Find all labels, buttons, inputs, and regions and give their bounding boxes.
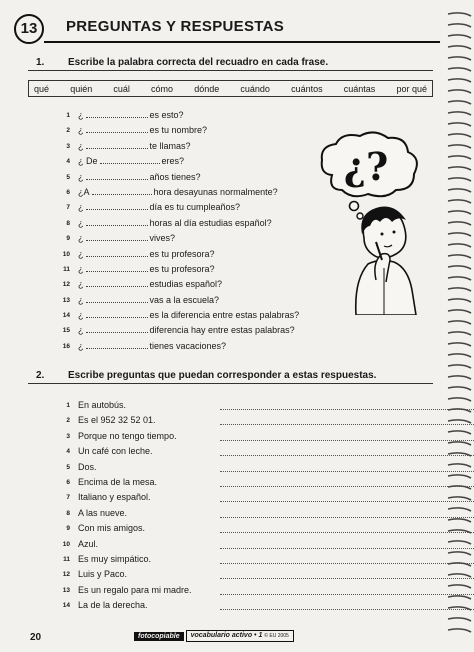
exercise-1-item (60, 339, 330, 354)
question-write-line[interactable] (220, 409, 474, 410)
spiral-loop (448, 332, 471, 335)
answer-blank[interactable] (86, 139, 148, 149)
sentence-start: ¿ (78, 263, 84, 274)
sentence-end: es tu profesora? (149, 248, 215, 259)
exercise-1-item (60, 247, 330, 262)
item-sentence (78, 139, 191, 154)
answer-blank[interactable] (86, 308, 148, 318)
item-sentence (78, 200, 240, 215)
spiral-loop (448, 387, 471, 390)
sentence-start: ¿ (78, 233, 84, 244)
item-number: 9 (66, 525, 70, 533)
spiral-loop (448, 607, 471, 610)
question-write-line[interactable] (220, 486, 474, 487)
answer-text: Es muy simpático. (78, 553, 152, 564)
header (14, 14, 440, 42)
spiral-loop (448, 343, 471, 346)
item-sentence (78, 339, 226, 354)
spiral-loop (448, 68, 471, 71)
sentence-end: es la diferencia entre estas palabras? (149, 310, 300, 321)
item-number: 7 (66, 494, 70, 502)
spiral-loop (448, 530, 471, 533)
copyright: © EU 2005 (264, 633, 289, 639)
sentence-start: ¿ (78, 294, 84, 305)
spiral-loop (448, 354, 471, 357)
sentence-end: vas a la escuela? (149, 294, 220, 305)
item-number: 3 (66, 142, 70, 150)
answer-blank[interactable] (86, 339, 148, 349)
answer-blank[interactable] (86, 293, 148, 303)
item-number: 1 (66, 402, 70, 409)
exercise-1-item (60, 293, 330, 308)
series-volume: • 1 (254, 632, 263, 639)
item-number: 7 (66, 204, 70, 212)
sentence-end: hora desayunas normalmente? (153, 186, 278, 197)
word-box-option: quién (70, 83, 93, 94)
spiral-loop (448, 156, 471, 159)
section-1-instruction: Escribe la palabra correcta del recuadro en cada frase. (68, 57, 329, 68)
spiral-loop (448, 112, 471, 115)
sentence-start: ¿ (78, 248, 84, 259)
spiral-loop (448, 486, 471, 489)
item-sentence (78, 216, 272, 231)
exercise-1-item (60, 123, 330, 138)
answer-text: Luis y Paco. (78, 569, 128, 580)
spiral-loop (448, 442, 471, 445)
exercise-2-item (60, 567, 430, 582)
spiral-loop (448, 266, 471, 269)
item-sentence (78, 323, 295, 338)
section-2-heading (36, 370, 436, 384)
question-write-line[interactable] (220, 471, 474, 472)
sentence-end: años tienes? (149, 171, 201, 182)
item-number: 12 (62, 571, 70, 579)
question-write-line[interactable] (220, 609, 474, 610)
sentence-start: ¿ De (78, 156, 98, 167)
spiral-loop (448, 222, 471, 225)
spiral-loop (448, 629, 471, 632)
spiral-loop (448, 376, 471, 379)
answer-blank[interactable] (86, 216, 148, 226)
exercise-1-item (60, 200, 330, 215)
footer-brand (134, 630, 334, 642)
exercise-1-item (60, 170, 330, 185)
exercise-2-item (60, 444, 430, 459)
word-box-option: cuántos (291, 83, 323, 94)
sentence-start: ¿ (78, 310, 84, 321)
item-number: 8 (66, 509, 70, 517)
answer-blank[interactable] (86, 200, 148, 210)
answer-text: Porque no tengo tiempo. (78, 430, 177, 441)
sentence-end: es tu profesora? (149, 263, 215, 274)
item-number: 2 (66, 127, 70, 135)
spiral-loop (448, 453, 471, 456)
spiral-loop (448, 299, 471, 302)
question-write-line[interactable] (220, 517, 474, 518)
answer-text: La de la derecha. (78, 600, 148, 611)
item-number: 3 (66, 432, 70, 440)
answer-text: Dos. (78, 461, 97, 472)
spiral-loop (448, 101, 471, 104)
answer-blank[interactable] (100, 154, 160, 164)
exercise-1-item (60, 277, 330, 292)
spiral-loop (448, 541, 471, 544)
sentence-end: eres? (161, 156, 185, 167)
sentence-start: ¿ (78, 325, 84, 336)
exercise-1-item (60, 154, 330, 169)
spiral-loop (448, 431, 471, 434)
exercise-2-item (60, 506, 430, 521)
sentence-start: ¿ (78, 125, 84, 136)
spiral-loop (448, 585, 471, 588)
item-number: 12 (62, 281, 70, 289)
answer-text: Encima de la mesa. (78, 476, 158, 487)
spiral-loop (448, 563, 471, 566)
spiral-loop (448, 167, 471, 170)
page-number: 20 (30, 632, 42, 643)
answer-blank[interactable] (86, 108, 148, 118)
exercise-1-item (60, 216, 330, 231)
spiral-loop (448, 519, 471, 522)
section-2-rule (28, 383, 433, 384)
item-sentence (78, 170, 201, 185)
exercise-1-item (60, 185, 330, 200)
answer-text: Un café con leche. (78, 446, 153, 457)
section-1-number: 1. (36, 57, 45, 68)
sentence-end: tienes vacaciones? (149, 340, 227, 351)
item-number: 1 (66, 112, 70, 119)
item-number: 5 (66, 173, 70, 181)
item-number: 11 (63, 555, 70, 563)
exercise-2-item (60, 583, 430, 598)
answer-text: Con mis amigos. (78, 523, 146, 534)
thinking-boy-illustration (302, 130, 432, 315)
question-write-line[interactable] (220, 501, 474, 502)
item-number: 11 (63, 265, 70, 273)
item-number: 8 (66, 219, 70, 227)
answer-text: Italiano y español. (78, 492, 151, 503)
spiral-loop (448, 321, 471, 324)
sentence-end: vives? (149, 233, 176, 244)
spiral-loop (448, 57, 471, 60)
sentence-start: ¿ (78, 279, 84, 290)
item-number: 6 (66, 478, 70, 486)
sentence-end: estudias español? (149, 279, 223, 290)
sentence-start: ¿ (78, 202, 84, 213)
section-2-answer-list (60, 398, 430, 613)
exercise-2-item (60, 552, 430, 567)
spiral-loop (448, 618, 471, 621)
sentence-start: ¿ (78, 217, 84, 228)
word-box-option: por qué (396, 83, 427, 94)
question-write-line[interactable] (220, 548, 474, 549)
exercise-2-item (60, 475, 430, 490)
photocopiable-badge: fotocopiable (134, 632, 184, 641)
exercise-2-item (60, 537, 430, 552)
item-number: 4 (66, 448, 70, 456)
spiral-loop (448, 46, 471, 49)
item-number: 5 (66, 463, 70, 471)
question-write-line[interactable] (220, 424, 474, 425)
answer-blank[interactable] (86, 323, 148, 333)
item-sentence (78, 262, 215, 277)
word-box-option: dónde (194, 83, 220, 94)
item-sentence (78, 293, 219, 308)
item-sentence (78, 185, 278, 200)
thought-dot-1 (350, 202, 359, 211)
answer-text: Es un regalo para mi madre. (78, 584, 192, 595)
unit-number-badge: 13 (14, 14, 44, 44)
spiral-loop (448, 552, 471, 555)
exercise-2-item (60, 398, 430, 413)
exercise-2-item (60, 429, 430, 444)
item-sentence (78, 108, 184, 123)
question-write-line[interactable] (220, 578, 474, 579)
item-number: 16 (62, 342, 70, 350)
question-write-line[interactable] (220, 532, 474, 533)
spiral-loop (448, 233, 471, 236)
sentence-start: ¿ (78, 171, 84, 182)
sentence-start: ¿ (78, 110, 84, 120)
spiral-loop (448, 497, 471, 500)
sentence-start: ¿ (78, 340, 84, 351)
item-number: 10 (62, 250, 70, 258)
spiral-loop (448, 288, 471, 291)
sentence-end: diferencia hay entre estas palabras? (149, 325, 295, 336)
spiral-loop (448, 398, 471, 401)
answer-blank[interactable] (86, 262, 148, 272)
item-sentence (78, 308, 299, 323)
series-name: vocabulario activo (190, 632, 253, 639)
item-number: 2 (66, 417, 70, 425)
spiral-loop (448, 79, 471, 82)
bubble-question-marks: ¿? (343, 144, 389, 189)
spiral-loop (448, 508, 471, 511)
exercise-2-item (60, 490, 430, 505)
question-write-line[interactable] (220, 563, 474, 564)
answer-text: A las nueve. (78, 507, 128, 518)
answer-blank[interactable] (86, 277, 148, 287)
thought-dot-2 (357, 213, 363, 219)
spiral-loop (448, 420, 471, 423)
question-write-line[interactable] (220, 594, 474, 595)
section-1-exercise-list (60, 108, 330, 354)
item-number: 14 (62, 602, 70, 610)
section-1-rule (28, 70, 433, 71)
answer-blank[interactable] (86, 123, 148, 133)
spiral-loop (448, 365, 471, 368)
spiral-loop (448, 244, 471, 247)
series-label (186, 630, 294, 642)
exercise-1-item (60, 308, 330, 323)
spiral-loop (448, 200, 471, 203)
question-write-line[interactable] (220, 455, 474, 456)
item-sentence (78, 154, 184, 169)
exercise-1-item (60, 108, 330, 123)
item-sentence (78, 231, 175, 246)
answer-text: Es el 952 32 52 01. (78, 415, 156, 426)
sentence-start: ¿ (78, 140, 84, 151)
answer-blank[interactable] (92, 185, 152, 195)
sentence-start: ¿A (78, 186, 90, 197)
exercise-2-item (60, 598, 430, 613)
answer-text: En autobús. (78, 400, 127, 410)
spiral-loop (448, 134, 471, 137)
item-number: 9 (66, 235, 70, 243)
spiral-loop (448, 211, 471, 214)
spiral-loop (448, 189, 471, 192)
exercise-2-item (60, 460, 430, 475)
spiral-loop (448, 409, 471, 412)
exercise-2-item (60, 521, 430, 536)
spiral-loop (448, 178, 471, 181)
spiral-loop (448, 90, 471, 93)
item-number: 6 (66, 188, 70, 196)
spiral-loop (448, 310, 471, 313)
section-1-heading (36, 57, 436, 71)
item-number: 10 (62, 540, 70, 548)
spiral-binding (444, 0, 474, 652)
item-number: 4 (66, 158, 70, 166)
exercise-1-item (60, 139, 330, 154)
answer-blank[interactable] (86, 247, 148, 257)
item-number: 14 (62, 312, 70, 320)
section-2-instruction: Escribe preguntas que puedan corresponder a estas respuestas. (68, 370, 377, 381)
spiral-loop (448, 123, 471, 126)
spiral-loop (448, 13, 471, 16)
spiral-loop (448, 475, 471, 478)
exercise-2-item (60, 413, 430, 428)
sentence-end: horas al día estudias español? (149, 217, 272, 228)
spiral-loop (448, 255, 471, 258)
item-number: 15 (62, 327, 70, 335)
spiral-loop (448, 35, 471, 38)
sentence-end: día es tu cumpleaños? (149, 202, 241, 213)
question-write-line[interactable] (220, 440, 474, 441)
answer-blank[interactable] (86, 170, 148, 180)
spiral-loop (448, 24, 471, 27)
spiral-loop (448, 574, 471, 577)
word-box (28, 80, 433, 97)
spiral-loop (448, 145, 471, 148)
spiral-loop (448, 464, 471, 467)
exercise-1-item (60, 262, 330, 277)
word-box-option: qué (34, 83, 50, 94)
item-number: 13 (62, 586, 70, 594)
title-rule (44, 41, 440, 43)
item-number: 13 (62, 296, 70, 304)
spiral-loop (448, 277, 471, 280)
exercise-1-item (60, 231, 330, 246)
sentence-end: es esto? (149, 110, 184, 120)
word-box-option: cuándo (240, 83, 270, 94)
exercise-1-item (60, 323, 330, 338)
word-box-option: cuántas (343, 83, 376, 94)
sentence-end: es tu nombre? (149, 125, 208, 136)
word-box-option: cómo (151, 83, 174, 94)
answer-text: Azul. (78, 538, 99, 549)
item-sentence (78, 123, 207, 138)
section-2-number: 2. (36, 370, 45, 381)
item-sentence (78, 277, 222, 292)
sentence-end: te llamas? (149, 140, 191, 151)
item-sentence (78, 247, 215, 262)
word-box-option: cuál (113, 83, 130, 94)
page-title: PREGUNTAS Y RESPUESTAS (66, 18, 285, 35)
answer-blank[interactable] (86, 231, 148, 241)
spiral-loop (448, 596, 471, 599)
